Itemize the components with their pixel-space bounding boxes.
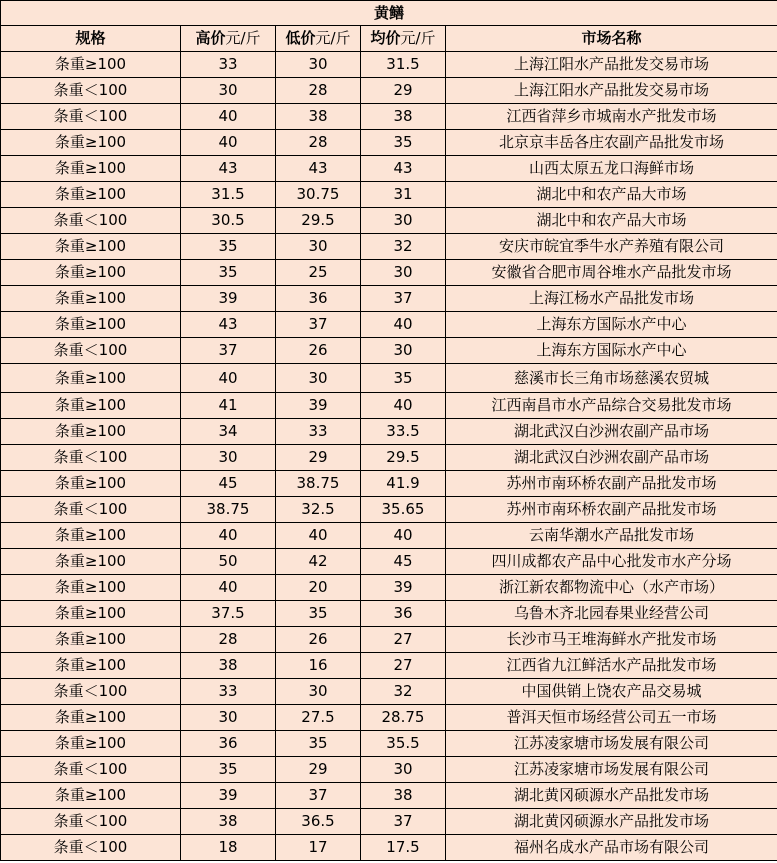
table-row	[1, 705, 777, 731]
cell-spec: 条重≥100	[1, 471, 181, 497]
cell-low: 33	[276, 419, 361, 445]
cell-market: 乌鲁木齐北园春果业经营公司	[446, 601, 777, 627]
table-row	[1, 156, 777, 182]
cell-market: 上海东方国际水产中心	[446, 338, 777, 364]
cell-high: 28	[181, 627, 276, 653]
cell-high: 38	[181, 809, 276, 835]
cell-low: 30	[276, 234, 361, 260]
cell-avg: 35	[361, 130, 446, 156]
cell-high: 34	[181, 419, 276, 445]
table-row	[1, 679, 777, 705]
cell-spec: 条重≥100	[1, 182, 181, 208]
cell-spec: 条重≥100	[1, 364, 181, 393]
cell-avg: 37	[361, 286, 446, 312]
cell-market: 北京京丰岳各庄农副产品批发市场	[446, 130, 777, 156]
table-row	[1, 809, 777, 835]
table-row	[1, 338, 777, 364]
cell-high: 40	[181, 364, 276, 393]
cell-spec: 条重≥100	[1, 523, 181, 549]
cell-spec: 条重＜100	[1, 78, 181, 104]
cell-market: 江西南昌市水产品综合交易批发市场	[446, 393, 777, 419]
cell-avg: 27	[361, 627, 446, 653]
table-title: 黄鳝	[1, 1, 777, 26]
column-header-high-label: 高价	[195, 29, 226, 47]
cell-high: 37.5	[181, 601, 276, 627]
cell-low: 36	[276, 286, 361, 312]
cell-high: 40	[181, 130, 276, 156]
table-row	[1, 234, 777, 260]
cell-low: 37	[276, 783, 361, 809]
cell-high: 35	[181, 757, 276, 783]
cell-spec: 条重≥100	[1, 260, 181, 286]
column-header-low-label: 低价	[285, 29, 316, 47]
table-row	[1, 601, 777, 627]
cell-avg: 43	[361, 156, 446, 182]
cell-market: 湖北黄冈硕源水产品批发市场	[446, 809, 777, 835]
column-header-avg	[361, 26, 446, 52]
cell-spec: 条重≥100	[1, 419, 181, 445]
cell-market: 福州名成水产品市场有限公司	[446, 835, 777, 861]
cell-low: 25	[276, 260, 361, 286]
table-row	[1, 523, 777, 549]
cell-avg: 31.5	[361, 52, 446, 78]
cell-avg: 27	[361, 653, 446, 679]
cell-low: 37	[276, 312, 361, 338]
cell-avg: 37	[361, 809, 446, 835]
cell-high: 35	[181, 260, 276, 286]
cell-avg: 39	[361, 575, 446, 601]
cell-spec: 条重≥100	[1, 156, 181, 182]
cell-high: 30.5	[181, 208, 276, 234]
cell-high: 31.5	[181, 182, 276, 208]
table-row	[1, 783, 777, 809]
table-row	[1, 78, 777, 104]
table-row	[1, 393, 777, 419]
cell-high: 37	[181, 338, 276, 364]
cell-market: 普洱天恒市场经营公司五一市场	[446, 705, 777, 731]
cell-avg: 29.5	[361, 445, 446, 471]
cell-low: 17	[276, 835, 361, 861]
cell-low: 27.5	[276, 705, 361, 731]
cell-low: 40	[276, 523, 361, 549]
cell-market: 中国供销上饶农产品交易城	[446, 679, 777, 705]
cell-market: 江西省萍乡市城南水产批发市场	[446, 104, 777, 130]
cell-spec: 条重≥100	[1, 549, 181, 575]
table-row	[1, 286, 777, 312]
cell-avg: 38	[361, 783, 446, 809]
cell-spec: 条重＜100	[1, 497, 181, 523]
cell-market: 上海江阳水产品批发交易市场	[446, 52, 777, 78]
cell-market: 云南华潮水产品批发市场	[446, 523, 777, 549]
cell-low: 28	[276, 78, 361, 104]
cell-low: 26	[276, 338, 361, 364]
cell-low: 29	[276, 757, 361, 783]
cell-high: 38.75	[181, 497, 276, 523]
table-row	[1, 575, 777, 601]
table-body	[1, 52, 777, 861]
cell-spec: 条重≥100	[1, 312, 181, 338]
table-row	[1, 497, 777, 523]
cell-avg: 40	[361, 523, 446, 549]
cell-low: 16	[276, 653, 361, 679]
table-row	[1, 260, 777, 286]
cell-spec: 条重≥100	[1, 575, 181, 601]
cell-high: 30	[181, 445, 276, 471]
cell-avg: 29	[361, 78, 446, 104]
cell-low: 38	[276, 104, 361, 130]
cell-low: 30.75	[276, 182, 361, 208]
cell-high: 39	[181, 286, 276, 312]
cell-spec: 条重≥100	[1, 130, 181, 156]
cell-market: 长沙市马王堆海鲜水产批发市场	[446, 627, 777, 653]
table-row	[1, 835, 777, 861]
cell-spec: 条重≥100	[1, 393, 181, 419]
cell-avg: 17.5	[361, 835, 446, 861]
cell-low: 39	[276, 393, 361, 419]
cell-market: 上海江阳水产品批发交易市场	[446, 78, 777, 104]
cell-spec: 条重≥100	[1, 731, 181, 757]
cell-market: 慈溪市长三角市场慈溪农贸城	[446, 364, 777, 393]
cell-high: 33	[181, 679, 276, 705]
cell-avg: 40	[361, 312, 446, 338]
table-row	[1, 104, 777, 130]
cell-market: 江苏凌家塘市场发展有限公司	[446, 731, 777, 757]
column-header-avg-unit: 元/斤	[400, 29, 436, 47]
table-row	[1, 208, 777, 234]
table-row	[1, 757, 777, 783]
cell-market: 湖北黄冈硕源水产品批发市场	[446, 783, 777, 809]
cell-market: 湖北中和农产品大市场	[446, 182, 777, 208]
cell-high: 18	[181, 835, 276, 861]
cell-avg: 38	[361, 104, 446, 130]
cell-low: 29	[276, 445, 361, 471]
table-row	[1, 130, 777, 156]
cell-low: 28	[276, 130, 361, 156]
cell-avg: 30	[361, 338, 446, 364]
cell-low: 30	[276, 679, 361, 705]
cell-market: 山西太原五龙口海鲜市场	[446, 156, 777, 182]
cell-spec: 条重≥100	[1, 234, 181, 260]
cell-market: 江苏凌家塘市场发展有限公司	[446, 757, 777, 783]
cell-high: 40	[181, 104, 276, 130]
table-row	[1, 471, 777, 497]
cell-avg: 30	[361, 208, 446, 234]
cell-high: 45	[181, 471, 276, 497]
cell-avg: 36	[361, 601, 446, 627]
cell-low: 35	[276, 731, 361, 757]
cell-high: 50	[181, 549, 276, 575]
cell-spec: 条重＜100	[1, 445, 181, 471]
cell-low: 29.5	[276, 208, 361, 234]
table-row	[1, 312, 777, 338]
cell-market: 安徽省合肥市周谷堆水产品批发市场	[446, 260, 777, 286]
cell-market: 四川成都农产品中心批发市水产分场	[446, 549, 777, 575]
cell-low: 26	[276, 627, 361, 653]
table-row	[1, 549, 777, 575]
cell-spec: 条重≥100	[1, 52, 181, 78]
cell-low: 38.75	[276, 471, 361, 497]
cell-high: 30	[181, 78, 276, 104]
column-header-low-unit: 元/斤	[315, 29, 351, 47]
cell-avg: 35.65	[361, 497, 446, 523]
column-header-high	[181, 26, 276, 52]
cell-low: 20	[276, 575, 361, 601]
cell-spec: 条重＜100	[1, 104, 181, 130]
cell-low: 43	[276, 156, 361, 182]
cell-market: 湖北武汉白沙洲农副产品市场	[446, 445, 777, 471]
cell-avg: 35	[361, 364, 446, 393]
header-row	[1, 26, 777, 52]
cell-high: 40	[181, 523, 276, 549]
cell-avg: 32	[361, 679, 446, 705]
table-row	[1, 653, 777, 679]
cell-market: 上海江杨水产品批发市场	[446, 286, 777, 312]
table-row	[1, 731, 777, 757]
cell-high: 39	[181, 783, 276, 809]
cell-market: 湖北武汉白沙洲农副产品市场	[446, 419, 777, 445]
cell-market: 湖北中和农产品大市场	[446, 208, 777, 234]
table-row	[1, 445, 777, 471]
cell-market: 上海东方国际水产中心	[446, 312, 777, 338]
cell-avg: 45	[361, 549, 446, 575]
cell-spec: 条重≥100	[1, 627, 181, 653]
cell-avg: 31	[361, 182, 446, 208]
cell-spec: 条重≥100	[1, 705, 181, 731]
table-row	[1, 419, 777, 445]
cell-spec: 条重＜100	[1, 809, 181, 835]
table-row	[1, 52, 777, 78]
column-header-market: 市场名称	[446, 26, 777, 52]
cell-high: 33	[181, 52, 276, 78]
column-header-high-unit: 元/斤	[225, 29, 261, 47]
cell-low: 35	[276, 601, 361, 627]
cell-low: 30	[276, 52, 361, 78]
cell-spec: 条重＜100	[1, 208, 181, 234]
cell-market: 苏州市南环桥农副产品批发市场	[446, 497, 777, 523]
cell-avg: 40	[361, 393, 446, 419]
cell-avg: 32	[361, 234, 446, 260]
cell-low: 30	[276, 364, 361, 393]
cell-high: 36	[181, 731, 276, 757]
cell-high: 43	[181, 312, 276, 338]
cell-market: 江西省九江鲜活水产品批发市场	[446, 653, 777, 679]
cell-high: 38	[181, 653, 276, 679]
cell-spec: 条重≥100	[1, 601, 181, 627]
cell-spec: 条重≥100	[1, 286, 181, 312]
cell-market: 安庆市皖宜季牛水产养殖有限公司	[446, 234, 777, 260]
cell-avg: 30	[361, 757, 446, 783]
table-row	[1, 182, 777, 208]
column-header-spec: 规格	[1, 26, 181, 52]
cell-high: 41	[181, 393, 276, 419]
cell-spec: 条重＜100	[1, 835, 181, 861]
cell-avg: 41.9	[361, 471, 446, 497]
cell-spec: 条重≥100	[1, 653, 181, 679]
cell-spec: 条重≥100	[1, 783, 181, 809]
table-row	[1, 627, 777, 653]
cell-low: 32.5	[276, 497, 361, 523]
cell-market: 苏州市南环桥农副产品批发市场	[446, 471, 777, 497]
cell-spec: 条重＜100	[1, 679, 181, 705]
cell-market: 浙江新农都物流中心（水产市场）	[446, 575, 777, 601]
table-row	[1, 364, 777, 393]
cell-low: 42	[276, 549, 361, 575]
cell-spec: 条重＜100	[1, 757, 181, 783]
cell-low: 36.5	[276, 809, 361, 835]
column-header-low	[276, 26, 361, 52]
cell-high: 40	[181, 575, 276, 601]
cell-avg: 28.75	[361, 705, 446, 731]
cell-avg: 30	[361, 260, 446, 286]
cell-spec: 条重＜100	[1, 338, 181, 364]
cell-high: 30	[181, 705, 276, 731]
title-row	[1, 1, 777, 26]
cell-high: 43	[181, 156, 276, 182]
cell-high: 35	[181, 234, 276, 260]
cell-avg: 33.5	[361, 419, 446, 445]
column-header-avg-label: 均价	[370, 29, 401, 47]
cell-avg: 35.5	[361, 731, 446, 757]
